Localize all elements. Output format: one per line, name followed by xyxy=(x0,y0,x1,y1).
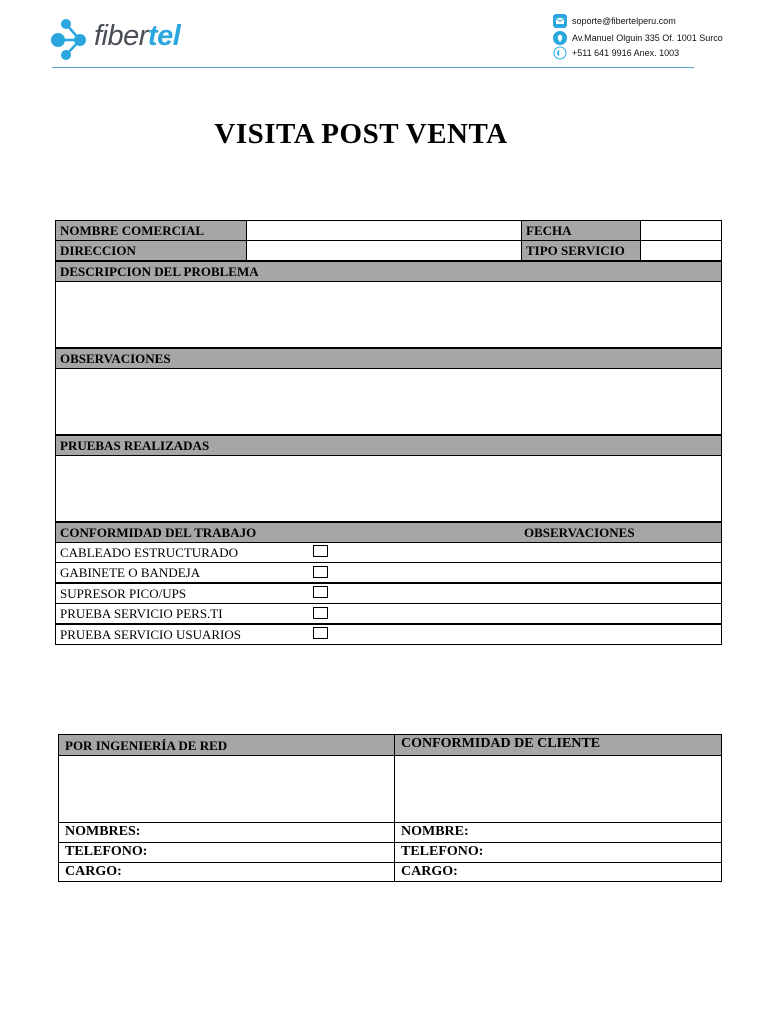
label-tipo-servicio: TIPO SERVICIO xyxy=(521,240,641,261)
label-nombre-comercial: NOMBRE COMERCIAL xyxy=(55,220,247,241)
label-fecha: FECHA xyxy=(521,220,641,241)
checklist-item-label: PRUEBA SERVICIO PERS.TI xyxy=(60,606,223,621)
checklist-row xyxy=(55,624,722,645)
signature-box-cliente[interactable] xyxy=(394,755,722,823)
email-icon xyxy=(553,14,567,28)
field-fecha[interactable] xyxy=(640,220,722,241)
field-tipo-servicio[interactable] xyxy=(640,240,722,261)
fibertel-logo xyxy=(50,18,210,62)
checklist-row xyxy=(55,562,722,583)
phone-icon xyxy=(553,46,567,60)
checkbox-prueba-servicio-usuarios[interactable] xyxy=(313,627,328,639)
checkbox-cableado-estructurado[interactable] xyxy=(313,545,328,557)
header-rule xyxy=(52,67,694,68)
label-descripcion-problema: DESCRIPCION DEL PROBLEMA xyxy=(55,261,722,282)
signature-header-ingenieria-red: POR INGENIERÍA DE RED xyxy=(58,734,395,756)
checklist-row xyxy=(55,542,722,563)
checklist-row xyxy=(55,603,722,624)
label-cargo-ingenieria: CARGO: xyxy=(58,862,395,882)
label-telefono-cliente: TELEFONO: xyxy=(394,842,722,863)
checklist-item-label: CABLEADO ESTRUCTURADO xyxy=(60,545,239,560)
label-telefono-ingenieria: TELEFONO: xyxy=(58,842,395,863)
field-direccion[interactable] xyxy=(246,240,522,261)
label-observaciones: OBSERVACIONES xyxy=(55,348,722,369)
field-descripcion-problema[interactable] xyxy=(55,281,722,348)
label-pruebas-realizadas: PRUEBAS REALIZADAS xyxy=(55,435,722,456)
checkbox-gabinete-bandeja[interactable] xyxy=(313,566,328,578)
label-nombres-ingenieria: NOMBRES: xyxy=(58,822,395,843)
checklist-item-label: PRUEBA SERVICIO USUARIOS xyxy=(60,627,241,642)
label-direccion: DIRECCION xyxy=(55,240,247,261)
checklist-item-label: SUPRESOR PICO/UPS xyxy=(60,586,187,601)
signature-box-ingenieria[interactable] xyxy=(58,755,395,823)
field-nombre-comercial[interactable] xyxy=(246,220,522,241)
location-pin-icon xyxy=(553,31,567,45)
field-pruebas-realizadas[interactable] xyxy=(55,455,722,522)
label-cargo-cliente: CARGO: xyxy=(394,862,722,882)
observaciones-column-header: OBSERVACIONES xyxy=(524,525,635,540)
label-conformidad-trabajo xyxy=(55,522,722,543)
checklist-row xyxy=(55,583,722,604)
signature-header-conformidad-cliente: CONFORMIDAD DE CLIENTE xyxy=(394,734,722,756)
label-nombre-cliente: NOMBRE: xyxy=(394,822,722,843)
field-observaciones[interactable] xyxy=(55,368,722,435)
brand-name: fibertel xyxy=(94,20,181,52)
checkbox-supresor-pico-ups[interactable] xyxy=(313,586,328,598)
conformidad-trabajo-text: CONFORMIDAD DEL TRABAJO xyxy=(60,525,257,540)
fibertel-logo-mark-icon xyxy=(50,18,96,62)
checkbox-prueba-servicio-pers-ti[interactable] xyxy=(313,607,328,619)
checklist-item-label: GABINETE O BANDEJA xyxy=(60,565,201,580)
document-title: VISITA POST VENTA xyxy=(214,118,508,150)
